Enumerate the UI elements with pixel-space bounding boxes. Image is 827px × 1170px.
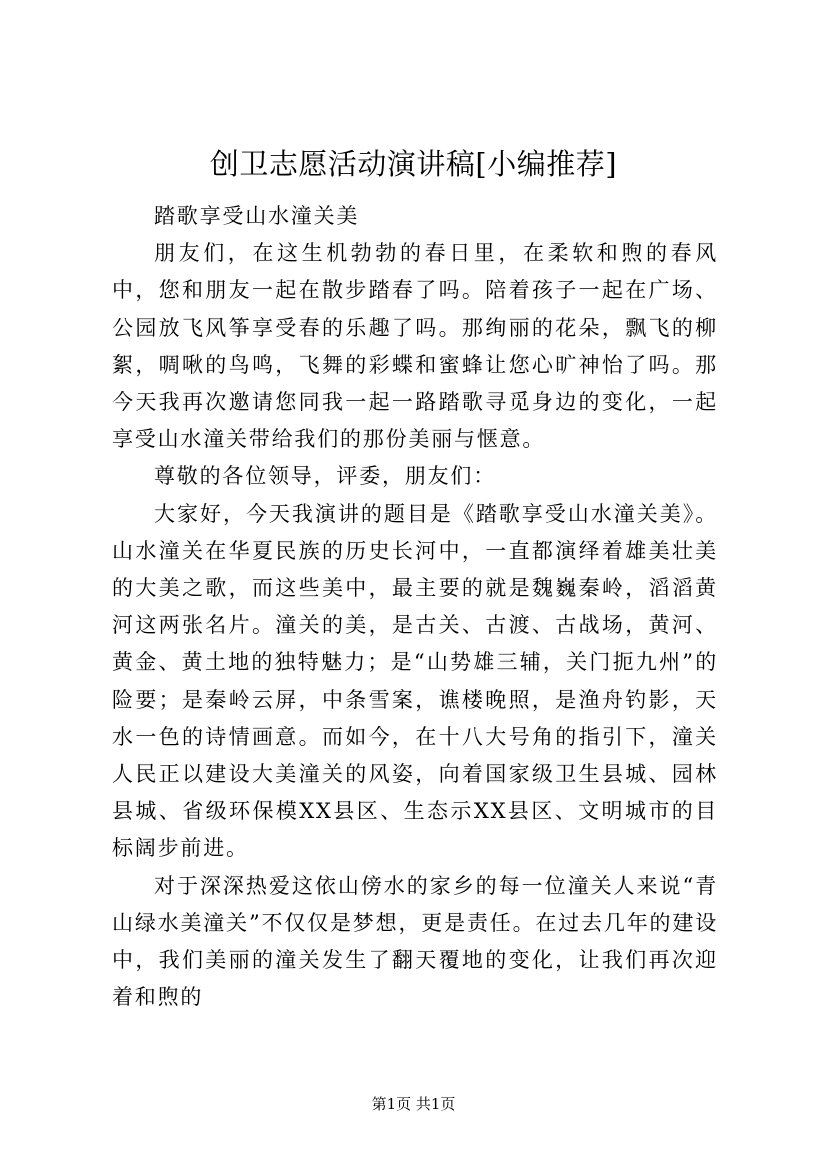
paragraph-salutation: 尊敬的各位领导，评委，朋友们： xyxy=(154,464,496,489)
page-footer: 第1页 共1页 xyxy=(371,1095,456,1113)
paragraph-responsibility: 对于深深热爱这依山傍水的家乡的每一位潼关人来说“青山绿水美潼关”不仅仅是梦想，更是责任。在过去几年的建设中，我们美丽的潼关发生了翻天覆地的变化，让我们再次迎着和煦的 xyxy=(112,873,718,1010)
paragraph-opening: 朋友们，在这生机勃勃的春日里，在柔软和煦的春风中，您和朋友一起在散步踏春了吗。陪着孩子一起在广场、公园放飞风筝享受春的乐趣了吗。那绚丽的花朵，飘飞的柳絮，啁啾的鸟鸣，飞舞的彩蝶和蜜蜂让您心旷神怡了吗。那今天我再次邀请您同我一起一路踏歌寻觅身边的变化，一起享受山水潼关带给我们的那份美丽与惬意。 xyxy=(112,241,718,452)
document-title: 创卫志愿活动演讲稿[小编推荐] xyxy=(209,147,618,181)
document-body xyxy=(112,198,718,1016)
paragraph-subtitle: 踏歌享受山水潼关美 xyxy=(154,204,360,228)
paragraph-introduction: 大家好，今天我演讲的题目是《踏歌享受山水潼关美》。山水潼关在华夏民族的历史长河中，一直都演绎着雄美壮美的大美之歌，而这些美中，最主要的就是魏巍秦岭，滔滔黄河这两张名片。潼关的美，是古关、古渡、古战场，黄河、黄金、黄土地的独特魅力；是“山势雄三辅，关门扼九州”的险要；是秦岭云屏，中条雪案，谯楼晚照，是渔舟钓影，天水一色的诗情画意。而如今，在十八大号角的指引下，潼关人民正以建设大美潼关的风姿，向着国家级卫生县城、园林县城、省级环保模XX县区、生态示XX县区、文明城市的目标阔步前进。 xyxy=(112,501,718,861)
